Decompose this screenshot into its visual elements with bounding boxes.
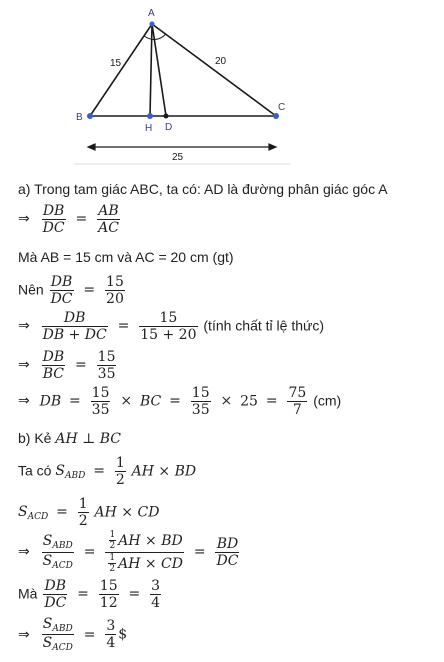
solution-line-13: ⇒ $\frac{S_{ABD}}{S_{ACD}}$ = $\frac{3}{4}$ $ <box>18 616 128 654</box>
point-b <box>87 113 93 119</box>
fraction: $\frac{3}{4}$ <box>106 618 116 652</box>
altitude-ah <box>150 24 152 116</box>
solution-line-2: ⇒ $\frac{DB}{DC}$ = $\frac{AB}{AC}$ <box>18 203 119 237</box>
label-d: D <box>165 122 173 133</box>
point-d <box>164 114 169 119</box>
fraction: $\frac{15}{35}$ <box>191 385 210 419</box>
solution-line-7: ⇒ DB = $\frac{15}{35}$ × BC = $\frac{15}{35}$ × 25 = $\frac{75}{7}$ (cm) <box>18 385 342 419</box>
fraction: $\frac{15}{15 + 20}$ <box>140 310 197 344</box>
solution-line-1: a) Trong tam giác ABC, ta có: AD là đường phân giác góc A <box>18 181 388 197</box>
fraction: $\frac{15}{12}$ <box>99 578 118 612</box>
solution-line-9: Ta có $S_{ABD}$ = $\frac{1}{2}$ AH × BD <box>18 455 197 489</box>
fraction: $\frac{BD}{DC}$ <box>216 535 239 569</box>
bisector-ad <box>152 24 166 116</box>
solution-line-3: Mà AB = 15 cm và AC = 20 cm (gt) <box>18 249 234 265</box>
dimension-line <box>88 144 276 150</box>
fraction: $\frac{75}{7}$ <box>288 385 307 419</box>
fraction: $\frac{15}{35}$ <box>91 385 110 419</box>
label-a: A <box>148 8 155 19</box>
triangle-figure <box>0 0 444 170</box>
label-b: B <box>76 112 83 123</box>
implies-arrow: ⇒ <box>18 211 30 228</box>
point-c <box>273 113 279 119</box>
fraction: $\frac{DB}{BC}$ <box>42 349 65 383</box>
fraction: $\frac{DB}{DB + DC}$ <box>42 310 107 344</box>
solution-line-5: ⇒ $\frac{DB}{DB + DC}$ = $\frac{15}{15 + 20}$ (tính chất tỉ lệ thức) <box>18 310 325 344</box>
fraction: $\frac{DB}{DC}$ <box>50 274 73 308</box>
side-ac <box>152 24 276 116</box>
solution-line-6: ⇒ $\frac{DB}{BC}$ = $\frac{15}{35}$ <box>18 349 116 383</box>
label-side-ac: 20 <box>215 56 227 67</box>
label-h: H <box>145 123 153 134</box>
solution-line-11: ⇒ $\frac{S_{ABD}}{S_{ACD}}$ = $\frac{1}{2}$ AH × BD $\frac{1}{2}$ AH × CD = $\frac{BD}{DC}$ <box>18 530 239 575</box>
fraction: $\frac{15}{20}$ <box>106 274 124 308</box>
point-a <box>150 22 155 27</box>
triangle-sides <box>90 24 276 116</box>
fraction: $\frac{3}{4}$ <box>151 578 161 612</box>
fraction: $\frac{15}{35}$ <box>97 349 116 383</box>
solution-line-10: $S_{ACD}$ = $\frac{1}{2}$ AH × CD <box>18 496 160 530</box>
label-c: C <box>278 102 286 113</box>
solution-line-12: Mà $\frac{DB}{DC}$ = $\frac{15}{12}$ = $\frac{3}{4}$ <box>18 578 161 612</box>
solution-line-8: b) Kẻ AH ⊥ BC <box>18 430 122 447</box>
fraction: $\frac{S_{ABD}}{S_{ACD}}$ <box>42 533 73 571</box>
fraction: $\frac{S_{ABD}}{S_{ACD}}$ <box>42 616 73 654</box>
fraction: $\frac{DB}{DC}$ <box>44 578 67 612</box>
fraction: $\frac{1}{2}$ <box>78 496 88 530</box>
side-ab <box>90 24 152 116</box>
label-side-ab: 15 <box>110 58 122 69</box>
solution-line-4: Nên $\frac{DB}{DC}$ = $\frac{15}{20}$ <box>18 274 124 308</box>
label-side-bc: 25 <box>172 152 184 163</box>
vertex-points <box>87 22 279 120</box>
fraction: $\frac{AB}{AC}$ <box>98 203 119 237</box>
fraction: $\frac{1}{2}$ AH × BD $\frac{1}{2}$ AH × CD <box>105 530 184 574</box>
fraction: $\frac{DB}{DC}$ <box>42 203 65 237</box>
fraction: $\frac{1}{2}$ <box>115 455 125 489</box>
point-h <box>147 113 153 119</box>
